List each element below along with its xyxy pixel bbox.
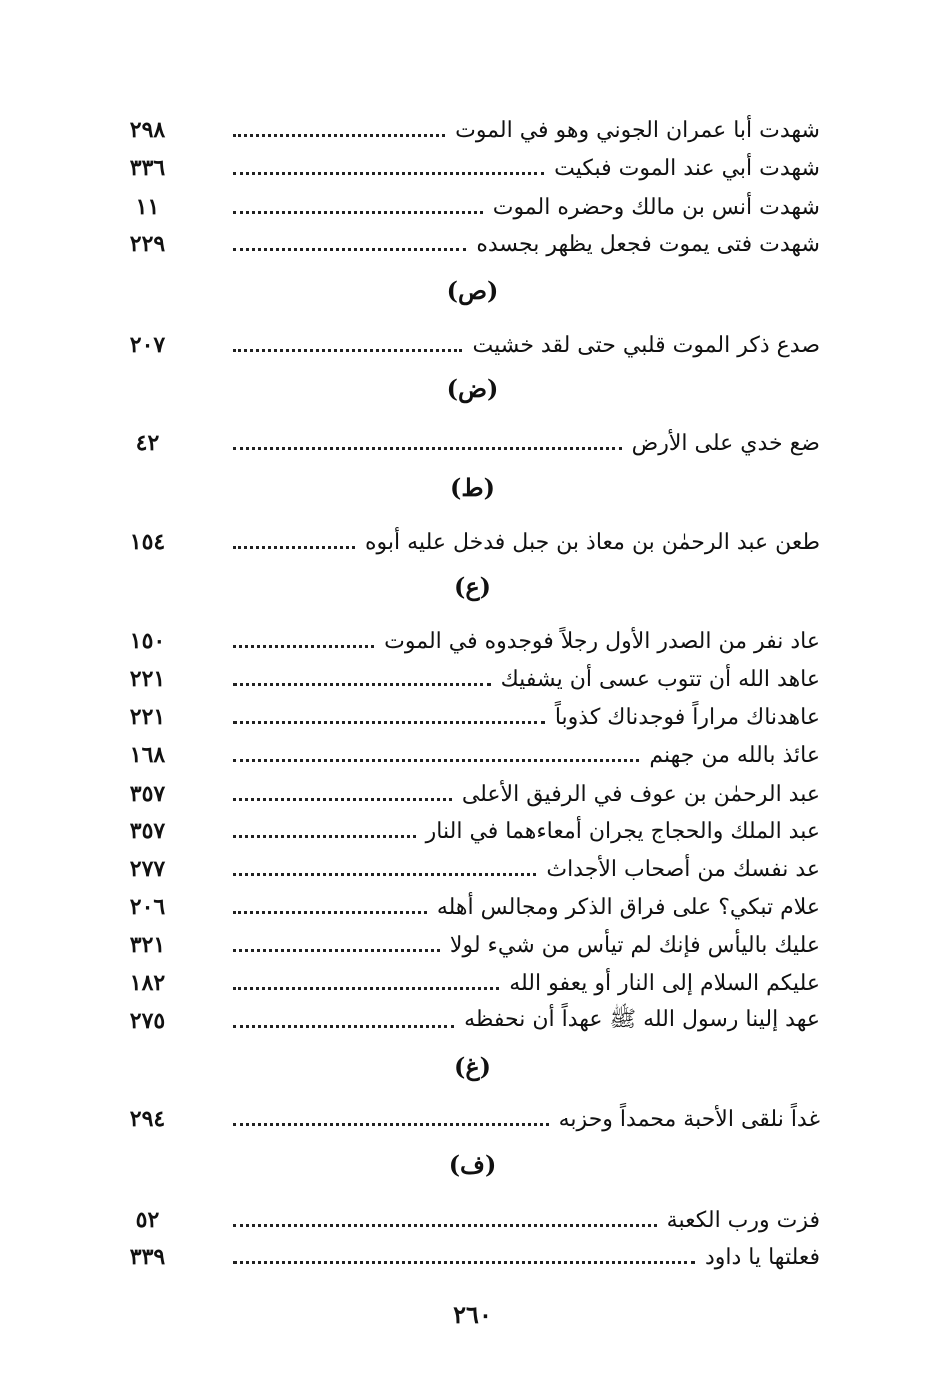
leader-dots [233, 949, 440, 952]
entry-page-number: ٢٧٥ [129, 1008, 166, 1034]
entry-page-number: ٢٠٧ [129, 332, 166, 358]
entry-title: شهدت أبي عند الموت فبكيت [554, 155, 820, 181]
leader-dots [233, 546, 355, 549]
index-entry [110, 1238, 820, 1276]
leader-dots [233, 1025, 454, 1028]
entry-title: عاد نفر من الصدر الأول رجلاً فوجدوه في الموت [384, 628, 820, 654]
entry-title: ضع خدي على الأرض [631, 430, 820, 456]
entry-title: عليكم السلام إلى النار أو يعفو الله [509, 970, 820, 996]
leader-dots [233, 1261, 695, 1264]
index-entry [110, 424, 820, 462]
index-entry [110, 850, 820, 888]
leader-dots [233, 798, 452, 801]
index-entry [110, 523, 820, 561]
index-entry [110, 149, 820, 187]
index-entry [110, 698, 820, 736]
entry-page-number: ٢٠٦ [129, 894, 166, 920]
leader-dots [233, 873, 536, 876]
entry-title: غداً نلقى الأحبة محمداً وحزبه [558, 1106, 820, 1132]
index-entry [110, 775, 820, 813]
entry-title: فعلتها يا داود [704, 1244, 820, 1270]
entry-page-number: ٢٩٤ [129, 1106, 166, 1132]
index-entry [110, 964, 820, 1002]
entry-page-number: ١١ [135, 194, 160, 220]
leader-dots [233, 172, 544, 175]
section-heading: (غ) [453, 1052, 492, 1081]
index-entry [110, 926, 820, 964]
entry-title: فزت ورب الكعبة [666, 1207, 820, 1233]
index-entry [110, 188, 820, 226]
section-heading: (ع) [453, 572, 492, 601]
index-entry [110, 326, 820, 364]
entry-title: عبد الرحمٰن بن عوف في الرفيق الأعلى [461, 781, 820, 807]
leader-dots [233, 1123, 549, 1126]
index-entry [110, 888, 820, 926]
entry-title: علام تبكي؟ على فراق الذكر ومجالس أهله [436, 894, 820, 920]
entry-page-number: ١٨٢ [129, 970, 166, 996]
entry-page-number: ٣٣٦ [129, 155, 166, 181]
leader-dots [233, 248, 466, 251]
entry-page-number: ٢٩٨ [129, 117, 166, 143]
index-entry [110, 1201, 820, 1239]
index-entry [110, 812, 820, 850]
leader-dots [233, 721, 545, 724]
entry-page-number: ٢٢١ [129, 666, 166, 692]
leader-dots [233, 447, 622, 450]
index-entry [110, 660, 820, 698]
entry-page-number: ٢٧٧ [129, 856, 166, 882]
entry-title: طعن عبد الرحمٰن بن معاذ بن جبل فدخل عليه أبوه [365, 529, 820, 555]
index-entry [110, 1100, 820, 1138]
section-heading: (ف) [448, 1150, 497, 1179]
entry-title: عائذ بالله من جهنم [649, 742, 820, 768]
entry-title: عاهدناك مراراً فوجدناك كذوباً [554, 704, 820, 730]
leader-dots [233, 349, 462, 352]
entry-title: عبد الملك والحجاج يجران أمعاءهما في النار [425, 818, 820, 844]
entry-title: عد نفسك من أصحاب الأجداث [546, 856, 820, 882]
entry-page-number: ٤٢ [135, 430, 160, 456]
entry-title: صدع ذكر الموت قلبي حتى لقد خشيت [472, 332, 820, 358]
section-heading: (ص) [446, 276, 499, 305]
entry-page-number: ٣٢١ [129, 932, 166, 958]
leader-dots [233, 683, 491, 686]
index-entry [110, 736, 820, 774]
leader-dots [233, 1224, 657, 1227]
entry-title: شهدت أبا عمران الجوني وهو في الموت [455, 117, 820, 143]
entry-page-number: ١٥٠ [129, 628, 166, 654]
entry-title: شهدت فتى يموت فجعل يظهر بجسده [476, 231, 820, 257]
leader-dots [233, 835, 416, 838]
leader-dots [233, 911, 427, 914]
entry-page-number: ٣٥٧ [129, 781, 166, 807]
entry-page-number: ١٦٨ [129, 742, 166, 768]
entry-page-number: ١٥٤ [129, 529, 166, 555]
leader-dots [233, 987, 499, 990]
entry-title: عاهد الله أن تتوب عسى أن يشفيك [500, 666, 820, 692]
page-number: ٢٦٠ [453, 1300, 492, 1329]
section-heading: (ض) [446, 374, 499, 403]
index-entry [110, 622, 820, 660]
leader-dots [233, 134, 445, 137]
entry-page-number: ٢٢١ [129, 704, 166, 730]
index-entry [110, 111, 820, 149]
index-entry [110, 225, 820, 263]
entry-page-number: ٢٢٩ [129, 231, 166, 257]
leader-dots [233, 211, 483, 214]
entry-title: عهد إلينا رسول الله ﷺ عهداً أن نحفظه [464, 1007, 820, 1032]
entry-title: شهدت أنس بن مالك وحضره الموت [492, 194, 820, 220]
section-heading: (ط) [450, 473, 495, 502]
entry-page-number: ٥٢ [135, 1207, 160, 1233]
index-entry [110, 1002, 820, 1040]
leader-dots [233, 645, 374, 648]
entry-page-number: ٣٣٩ [129, 1244, 166, 1270]
entry-page-number: ٣٥٧ [129, 818, 166, 844]
entry-title: عليك باليأس فإنك لم تيأس من شيء لولا [449, 932, 820, 958]
leader-dots [233, 759, 639, 762]
